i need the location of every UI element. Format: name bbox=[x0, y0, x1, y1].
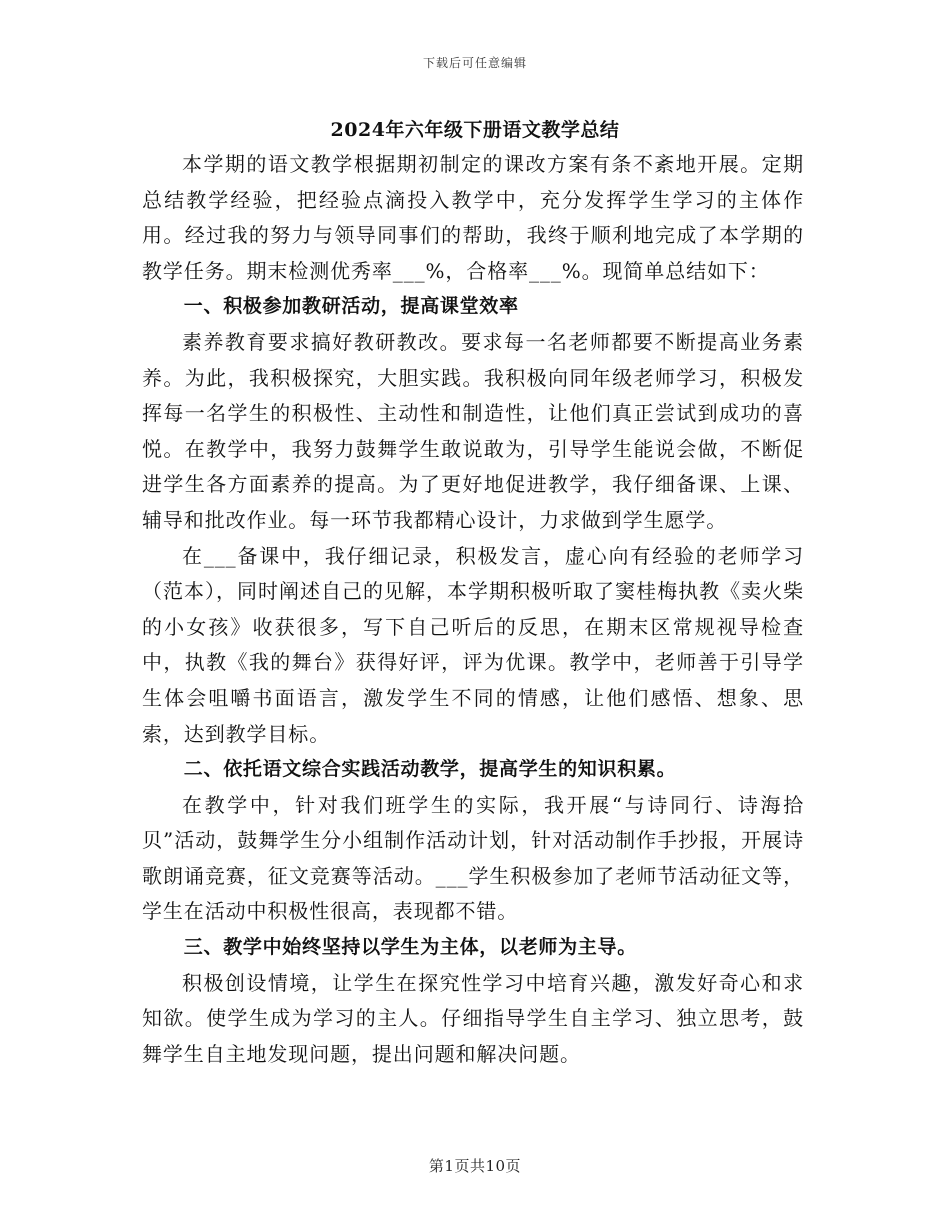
page-number: 第1页共10页 bbox=[428, 1157, 522, 1175]
document-body bbox=[142, 147, 804, 1072]
section-heading-1: 一、积极参加教研活动，提高课堂效率 bbox=[183, 295, 519, 318]
section-heading-3: 三、教学中始终坚持以学生为主体，以老师为主导。 bbox=[183, 936, 637, 959]
paragraph-section-1a: 素养教育要求搞好教研教改。要求每一名老师都要不断提高业务素养。为此，我积极探究，大胆实践。我积极向同年级老师学习，积极发挥每一名学生的积极性、主动性和制造性，让他们真正尝试到成功的喜悦。在教学中，我努力鼓舞学生敢说敢为，引导学生能说会做，不断促进学生各方面素养的提高。为了更好地促进教学，我仔细备课、上课、辅导和批改作业。每一环节我都精心设计，力求做到学生愿学。 bbox=[142, 329, 804, 532]
document-title: 2024年六年级下册语文教学总结 bbox=[330, 119, 620, 141]
paragraph-section-2: 在教学中，针对我们班学生的实际，我开展“与诗同行、诗海拾贝”活动，鼓舞学生分小组制作活动计划，针对活动制作手抄报，开展诗歌朗诵竞赛，征文竞赛等活动。___学生积极参加了老师节活动征文等，学生在活动中积极性很高，表现都不错。 bbox=[142, 792, 804, 924]
paragraph-section-1b: 在___备课中，我仔细记录，积极发言，虚心向有经验的老师学习（范本），同时阐述自己的见解，本学期积极听取了窦桂梅执教《卖火柴的小女孩》收获很多，写下自己听后的反思，在期末区常规视导检查中，执教《我的舞台》获得好评，评为优课。教学中，老师善于引导学生体会咀嚼书面语言，激发学生不同的情感，让他们感悟、想象、思索，达到教学目标。 bbox=[142, 543, 804, 746]
section-heading-2: 二、依托语文综合实践活动教学，提高学生的知识积累。 bbox=[183, 758, 677, 781]
paragraph-section-3: 积极创设情境，让学生在探究性学习中培育兴趣，激发好奇心和求知欲。使学生成为学习的主人。仔细指导学生自主学习、独立思考，鼓舞学生自主地发现问题，提出问题和解决问题。 bbox=[142, 970, 804, 1066]
paragraph-intro: 本学期的语文教学根据期初制定的课改方案有条不紊地开展。定期总结教学经验，把经验点滴投入教学中，充分发挥学生学习的主体作用。经过我的努力与领导同事们的帮助，我终于顺利地完成了本学期的教学任务。期末检测优秀率___%，合格率___%。现简单总结如下： bbox=[142, 152, 804, 283]
header-note: 下载后可任意编辑 bbox=[422, 56, 527, 70]
